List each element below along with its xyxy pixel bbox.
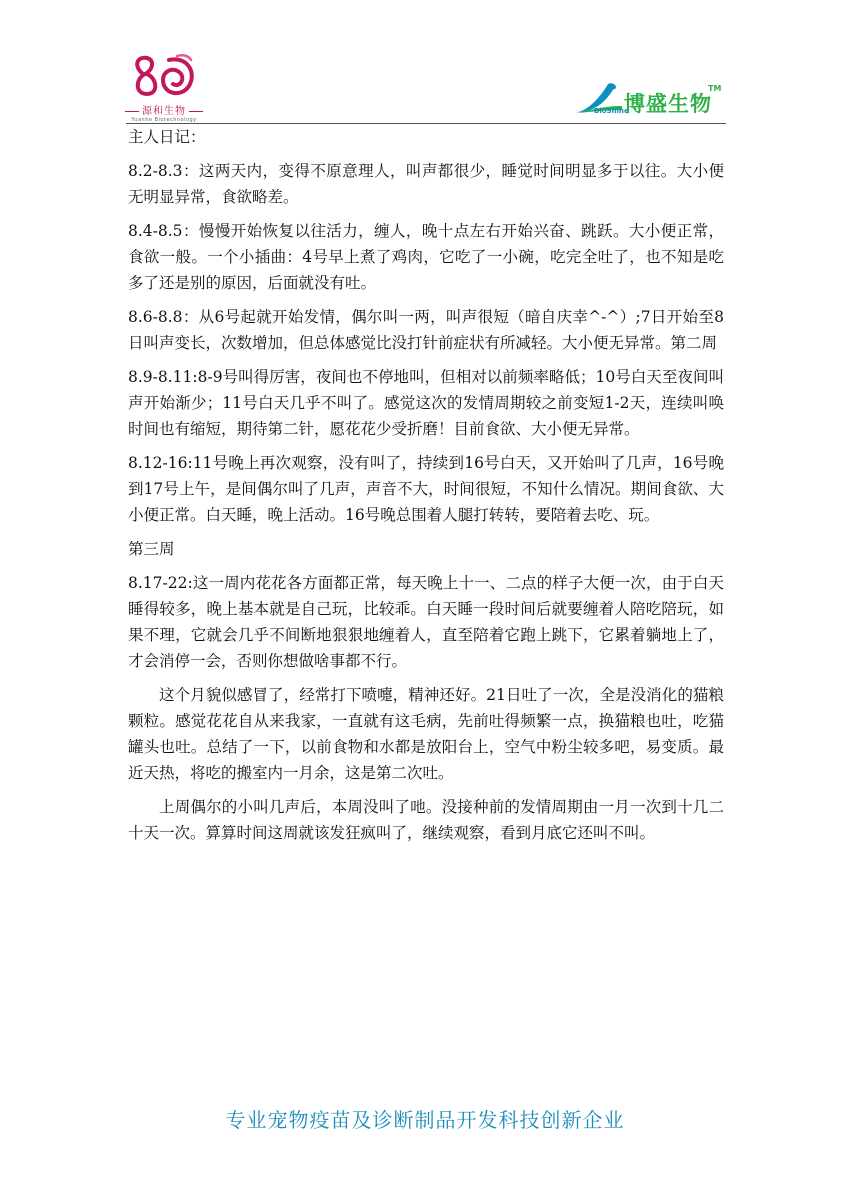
page-header bbox=[0, 0, 850, 130]
yuanhe-logo-name-en: Yuanhe Biotechnology bbox=[131, 117, 197, 123]
trademark-symbol: TM bbox=[708, 84, 722, 93]
diary-entry-8-6: 8.6-8.8：从6号起就开始发情，偶尔叫一两，叫声很短（暗自庆幸^-^）;7日开始至8日叫声变长，次数增加，但总体感觉比没打针前症状有所减轻。大小便无异常。第二周 bbox=[128, 308, 724, 352]
bioshine-logo-name-en: BioShine bbox=[594, 107, 629, 115]
bioshine-logo bbox=[574, 80, 724, 120]
diary-entry-8-12: 8.12-16:11号晚上再次观察，没有叫了，持续到16号白天，又开始叫了几声，16号晚到17号上午，是间偶尔叫了几声，声音不大，时间很短，不知什么情况。期间食欲、大小便正常。白天睡，晚上活动。16号晚总围着人腿打转转，要陪着去吃、玩。 bbox=[128, 454, 724, 524]
diary-content bbox=[128, 124, 724, 846]
yuanhe-logo bbox=[120, 52, 208, 122]
diary-entry-8-2: 8.2-8.3：这两天内，变得不原意理人，叫声都很少，睡觉时间明显多于以往。大小便无明显异常，食欲略差。 bbox=[128, 162, 724, 206]
diary-entry-8-4: 8.4-8.5：慢慢开始恢复以往活力，缠人，晚十点左右开始兴奋、跳跃。大小便正常，食欲一般。一个小插曲：4号早上煮了鸡肉，它吃了一小碗，吃完全吐了，也不知是吃多了还是别的原因，后面就没有吐。 bbox=[128, 222, 724, 292]
diary-note-cold: 这个月貌似感冒了，经常打下喷嚏，精神还好。21日吐了一次，全是没消化的猫粮颗粒。感觉花花自从来我家，一直就有这毛病，先前吐得频繁一点，换猫粮也吐，吃猫罐头也吐。总结了一下，以前食物和水都是放阳台上，空气中粉尘较多吧，易变质。最近天热，将吃的搬室内一月余，这是第二次吐。 bbox=[128, 686, 724, 782]
yuanhe-logo-name: 源和生物 bbox=[120, 102, 208, 117]
diary-entry-8-9: 8.9-8.11:8-9号叫得厉害，夜间也不停地叫，但相对以前频率略低；10号白天至夜间叫声开始渐少；11号白天几乎不叫了。感觉这次的发情周期较之前变短1-2天，连续叫唤时间也有缩短，期待第二针，愿花花少受折磨！目前食欲、大小便无异常。 bbox=[128, 368, 724, 438]
diary-note-estrus: 上周偶尔的小叫几声后，本周没叫了吔。没接种前的发情周期由一月一次到十几二十天一次。算算时间这周就该发狂疯叫了，继续观察，看到月底它还叫不叫。 bbox=[128, 798, 724, 842]
bioshine-logo-name: 博盛生物 bbox=[624, 92, 712, 116]
week-heading: 第三周 bbox=[128, 540, 175, 558]
diary-title: 主人日记： bbox=[128, 128, 206, 146]
yuanhe-logo-mark-icon bbox=[129, 52, 199, 100]
footer-slogan: 专业宠物疫苗及诊断制品开发科技创新企业 bbox=[225, 1108, 625, 1132]
diary-entry-8-17: 8.17-22:这一周内花花各方面都正常，每天晚上十一、二点的样子大便一次，由于白天睡得较多，晚上基本就是自己玩，比较乖。白天睡一段时间后就要缠着人陪吃陪玩，如果不理，它就会几乎不间断地狠狠地缠着人，直至陪着它跑上跳下，它累着躺地上了，才会消停一会，否则你想做啥事都不行。 bbox=[128, 574, 724, 670]
